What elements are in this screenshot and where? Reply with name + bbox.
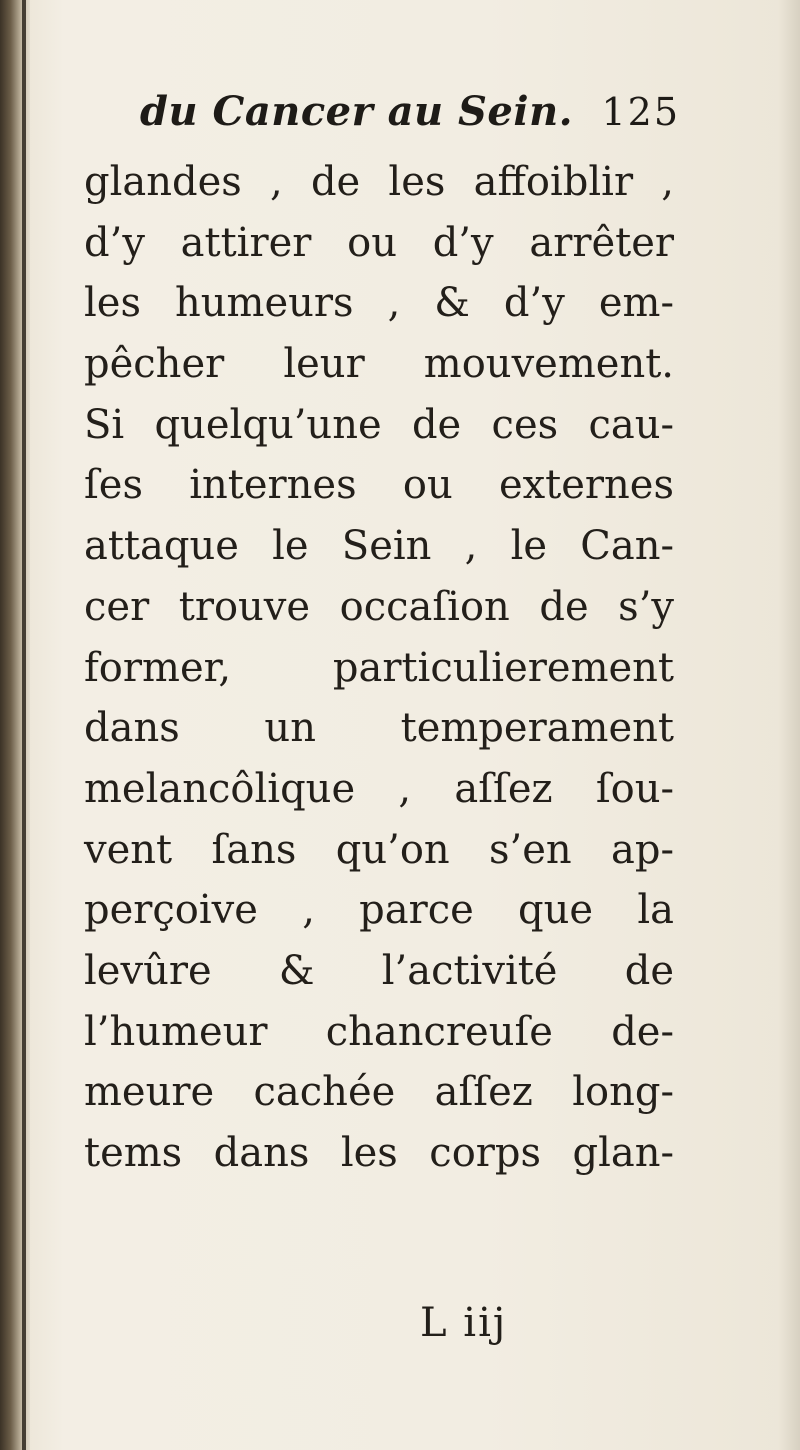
text-line: tems dans les corps glan- (84, 1130, 674, 1176)
running-title: du Cancer au Sein. (140, 88, 574, 135)
page-number: 125 (601, 90, 680, 134)
page-header (140, 88, 680, 148)
text-line: former, particulierement (84, 644, 674, 691)
text-line: ſes internes ou externes (84, 462, 674, 509)
signature-mark: L iij (420, 1300, 508, 1346)
text-line: cer trouve occaſion de s’y (84, 583, 674, 630)
text-line: levûre & l’activité de (84, 947, 674, 994)
page-edge-shadow (778, 0, 800, 1450)
text-line: vent ſans qu’on s’en ap- (84, 826, 674, 873)
text-line: perçoive , parce que la (84, 887, 674, 934)
text-line: melancôlique , aſſez ſou- (84, 765, 674, 812)
text-line: glandes , de les affoiblir , (84, 159, 674, 205)
binding-edge-line (22, 0, 26, 1450)
text-line: attaque le Sein , le Can- (84, 523, 674, 570)
text-line: pêcher leur mouvement. (84, 341, 674, 388)
text-line: Si quelqu’une de ces cau- (84, 401, 674, 448)
text-line: meure cachée aſſez long- (84, 1069, 674, 1116)
text-line: l’humeur chancreuſe de- (84, 1008, 674, 1055)
text-line: les humeurs , & d’y em- (84, 280, 674, 327)
text-line: d’y attirer ou d’y arrêter (84, 219, 674, 266)
text-line: dans un temperament (84, 705, 674, 752)
body-text (84, 152, 674, 1184)
